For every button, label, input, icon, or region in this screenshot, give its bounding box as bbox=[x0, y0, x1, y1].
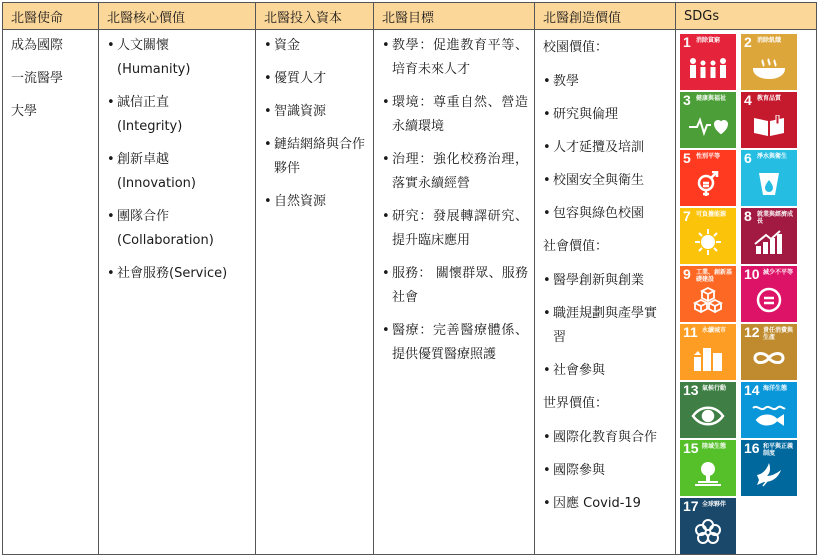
sdg-tile-17 bbox=[680, 498, 736, 554]
sdg-label: 陸域生態 bbox=[702, 443, 727, 450]
header-mission: 北醫使命 bbox=[3, 3, 99, 30]
world-values-heading: 世界價值： bbox=[543, 396, 609, 411]
goal-environment: • 環境：尊重自然、營造永續環境 bbox=[382, 91, 528, 139]
header-sdgs: SDGs bbox=[676, 3, 817, 30]
sdg-number: 13 bbox=[683, 382, 699, 398]
campus-values-list bbox=[543, 70, 669, 226]
core-value-humanity: • 人文關懷 (Humanity) bbox=[107, 34, 249, 82]
sdg-label: 消除貧窮 bbox=[696, 37, 721, 44]
sdg-tile-2 bbox=[741, 34, 797, 90]
sdg-number: 9 bbox=[683, 266, 691, 282]
goals-list bbox=[382, 34, 528, 367]
society-value-item: • 社會參與 bbox=[543, 359, 669, 383]
sdg-tile-13 bbox=[680, 382, 736, 438]
sdg-number: 6 bbox=[744, 150, 752, 166]
capital-item: • 智識資源 bbox=[264, 100, 367, 124]
sdg-label: 永續城市 bbox=[702, 327, 727, 334]
sdg-number: 2 bbox=[744, 34, 752, 50]
sdg-tile-4 bbox=[741, 92, 797, 148]
sdg-tile-11 bbox=[680, 324, 736, 380]
sdg-label: 責任消費與生產 bbox=[763, 327, 794, 341]
goal-teaching: • 教學：促進教育平等、培育未來人才 bbox=[382, 34, 528, 82]
world-value-item: • 國際化教育與合作 bbox=[543, 426, 669, 450]
world-values-list bbox=[543, 426, 669, 516]
campus-value-item: • 研究與倫理 bbox=[543, 103, 669, 127]
goals-cell bbox=[374, 30, 535, 555]
sdg-label: 教育品質 bbox=[757, 95, 782, 102]
sdg-label: 消除飢餓 bbox=[757, 37, 782, 44]
header-core-values: 北醫核心價值 bbox=[99, 3, 256, 30]
sustainability-framework-table bbox=[2, 2, 817, 555]
sdg-label: 就業與經濟成長 bbox=[757, 211, 794, 225]
campus-value-item: • 校園安全與衛生 bbox=[543, 169, 669, 193]
campus-values-heading: 校園價值： bbox=[543, 40, 609, 55]
capital-cell bbox=[256, 30, 374, 555]
header-goals: 北醫目標 bbox=[374, 3, 535, 30]
sdg-label: 全球夥伴 bbox=[702, 501, 727, 508]
sdg-tile-12 bbox=[741, 324, 797, 380]
sdg-label: 性別平等 bbox=[696, 153, 721, 160]
sdg-number: 7 bbox=[683, 208, 691, 224]
sdg-number: 4 bbox=[744, 92, 752, 108]
sdg-tile-7 bbox=[680, 208, 736, 264]
core-value-integrity: • 誠信正直 (Integrity) bbox=[107, 91, 249, 139]
sdg-tile-14 bbox=[741, 382, 797, 438]
sdg-number: 1 bbox=[683, 34, 691, 50]
sdg-number: 15 bbox=[683, 440, 699, 456]
mission-cell bbox=[3, 30, 99, 555]
sdg-tile-3 bbox=[680, 92, 736, 148]
sdg-number: 3 bbox=[683, 92, 691, 108]
header-values-created: 北醫創造價值 bbox=[535, 3, 676, 30]
campus-value-item: • 教學 bbox=[543, 70, 669, 94]
header-capital: 北醫投入資本 bbox=[256, 3, 374, 30]
campus-value-item: • 包容與綠色校園 bbox=[543, 202, 669, 226]
sdg-label: 海洋生態 bbox=[763, 385, 788, 392]
sdg-tile-9 bbox=[680, 266, 736, 322]
sdg-number: 5 bbox=[683, 150, 691, 166]
sdg-number: 11 bbox=[683, 324, 698, 340]
sdg-tile-15 bbox=[680, 440, 736, 496]
mission-line: 一流醫學 bbox=[11, 71, 64, 86]
sdg-tile-10 bbox=[741, 266, 797, 322]
content-row bbox=[3, 30, 817, 555]
sdg-tile-8 bbox=[741, 208, 797, 264]
sdg-number: 14 bbox=[744, 382, 760, 398]
sdg-tile-5 bbox=[680, 150, 736, 206]
society-value-item: • 醫學創新與創業 bbox=[543, 269, 669, 293]
core-values-list bbox=[107, 34, 249, 286]
goal-medical: • 醫療：完善醫療體係、提供優質醫療照護 bbox=[382, 319, 528, 367]
sdg-number: 8 bbox=[744, 208, 752, 224]
sdg-tile-1 bbox=[680, 34, 736, 90]
society-values-list bbox=[543, 269, 669, 383]
header-row bbox=[3, 3, 817, 30]
society-values-heading: 社會價值： bbox=[543, 239, 609, 254]
capital-item: • 優質人才 bbox=[264, 67, 367, 91]
mission-line: 大學 bbox=[11, 104, 38, 119]
sdg-label: 健康與福祉 bbox=[696, 95, 727, 102]
sdg-tile-grid bbox=[676, 30, 816, 554]
sdg-number: 16 bbox=[744, 440, 760, 456]
capital-item: • 鏈結網絡與合作夥伴 bbox=[264, 133, 367, 181]
sdg-number: 12 bbox=[744, 324, 760, 340]
campus-value-item: • 人才延攬及培訓 bbox=[543, 136, 669, 160]
goal-service: • 服務： 關懷群眾、服務社會 bbox=[382, 262, 528, 310]
sdg-number: 10 bbox=[744, 266, 760, 282]
sdg-number: 17 bbox=[683, 498, 699, 514]
sdg-label: 氣候行動 bbox=[702, 385, 727, 392]
sdgs-cell bbox=[676, 30, 817, 555]
capital-list bbox=[264, 34, 367, 214]
sdg-tile-16 bbox=[741, 440, 797, 496]
mission-line: 成為國際 bbox=[11, 38, 64, 53]
goal-governance: • 治理：強化校務治理，落實永續經營 bbox=[382, 148, 528, 196]
sdg-label: 和平與正義制度 bbox=[763, 443, 794, 457]
values-created-cell bbox=[535, 30, 676, 555]
goal-research: • 研究：發展轉譯研究、提升臨床應用 bbox=[382, 205, 528, 253]
core-value-service: • 社會服務(Service) bbox=[107, 262, 249, 286]
sdg-tile-6 bbox=[741, 150, 797, 206]
core-value-innovation: • 創新卓越 (Innovation) bbox=[107, 148, 249, 196]
world-value-item: • 因應 Covid-19 bbox=[543, 492, 669, 516]
sdg-label: 工業、創新基礎建設 bbox=[696, 269, 733, 283]
capital-item: • 自然資源 bbox=[264, 190, 367, 214]
society-value-item: • 職涯規劃與產學實習 bbox=[543, 302, 669, 350]
sdg-label: 減少不平等 bbox=[763, 269, 794, 276]
sdg-label: 淨水與衛生 bbox=[757, 153, 788, 160]
capital-item: • 資金 bbox=[264, 34, 367, 58]
world-value-item: • 國際參與 bbox=[543, 459, 669, 483]
core-values-cell bbox=[99, 30, 256, 555]
sdg-label: 可負擔能源 bbox=[696, 211, 727, 218]
core-value-collaboration: • 團隊合作 (Collaboration) bbox=[107, 205, 249, 253]
